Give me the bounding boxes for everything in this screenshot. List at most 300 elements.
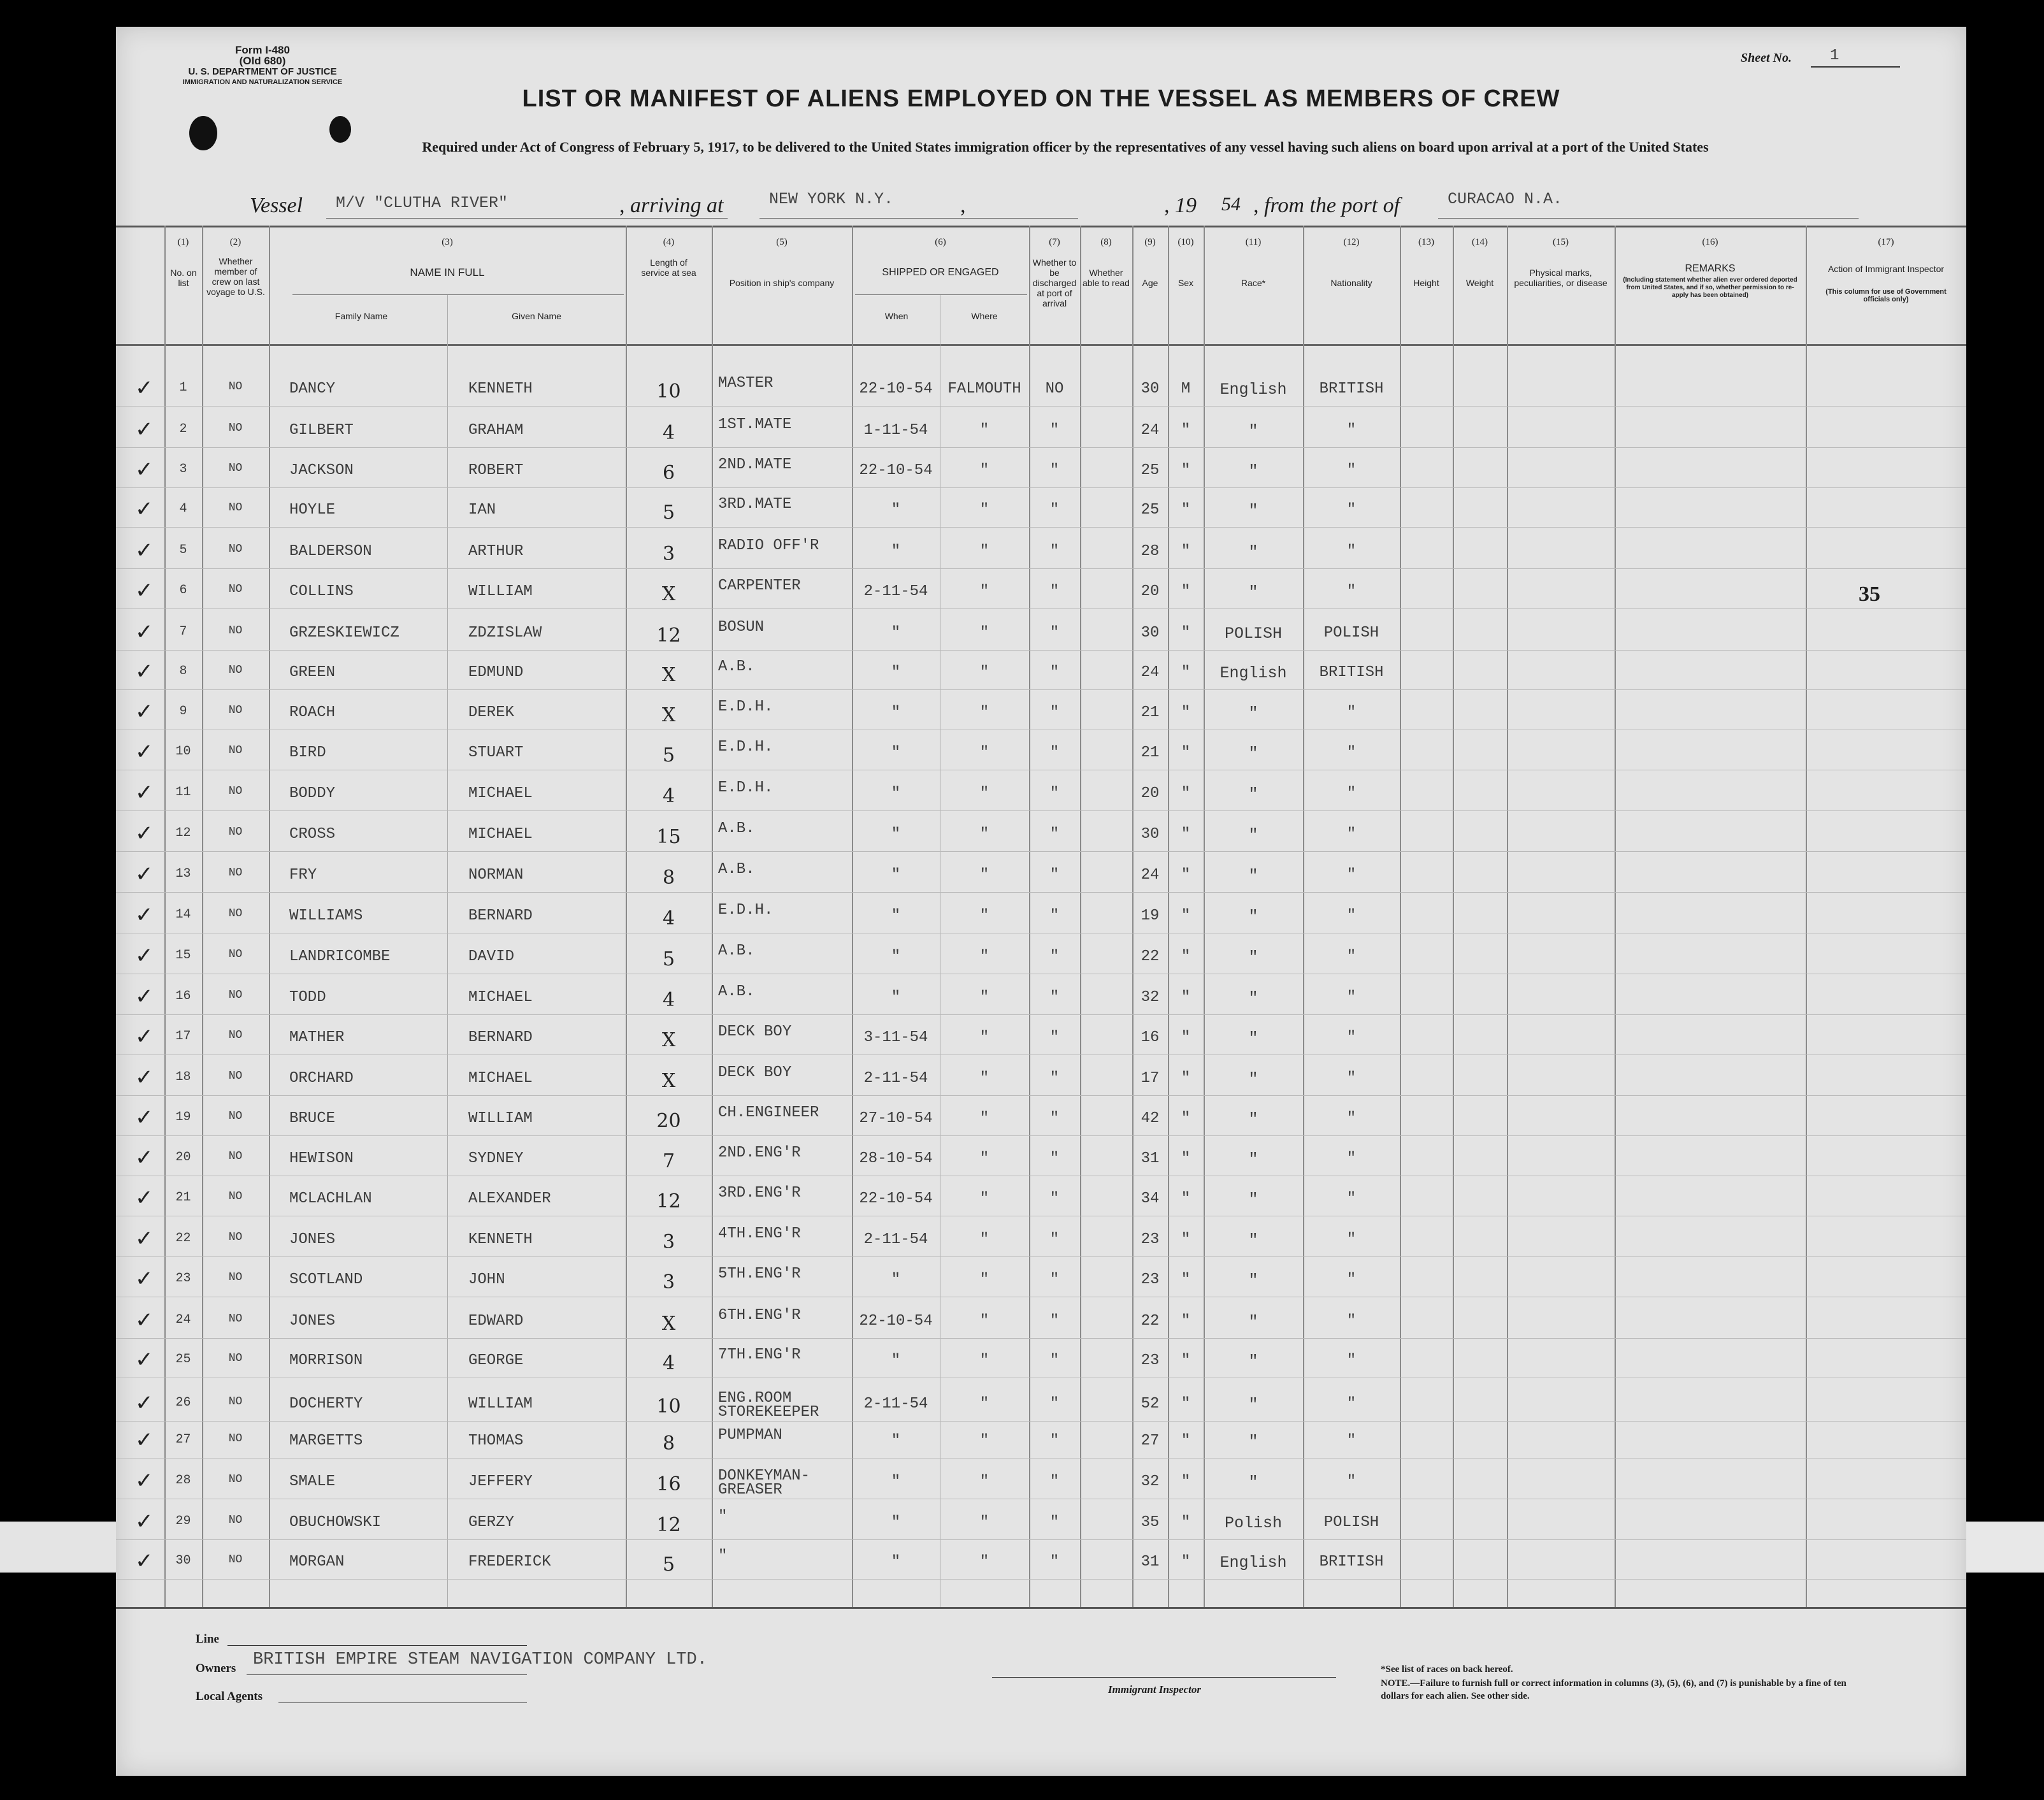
position: BOSUN bbox=[718, 619, 765, 636]
position: E.D.H. bbox=[718, 779, 774, 796]
col-11-header: Race* bbox=[1241, 278, 1266, 288]
row-number: 24 bbox=[175, 1313, 191, 1327]
shipped-when: " bbox=[891, 1271, 901, 1288]
prior-voyage: NO bbox=[228, 501, 243, 514]
service-length: 5 bbox=[662, 1553, 675, 1576]
discharged: " bbox=[1049, 422, 1060, 439]
age: 30 bbox=[1141, 826, 1160, 843]
discharged: " bbox=[1049, 624, 1060, 642]
service-length: 7 bbox=[662, 1150, 675, 1172]
family-name: BIRD bbox=[289, 744, 326, 761]
age: 23 bbox=[1141, 1352, 1160, 1369]
col-8-number: (8) bbox=[1100, 237, 1112, 247]
nationality: " bbox=[1346, 826, 1357, 843]
check-mark-icon: ✓ bbox=[135, 496, 154, 522]
shipped-where: " bbox=[979, 1271, 990, 1288]
race: " bbox=[1248, 422, 1258, 440]
row-rule bbox=[116, 1135, 1966, 1136]
position: 2ND.MATE bbox=[718, 456, 792, 473]
family-name: LANDRICOMBE bbox=[289, 948, 391, 965]
row-rule bbox=[116, 892, 1966, 893]
discharged: " bbox=[1049, 948, 1060, 965]
age: 22 bbox=[1141, 948, 1160, 965]
sex: " bbox=[1181, 704, 1191, 721]
shipped-where: " bbox=[979, 624, 990, 642]
row-number: 6 bbox=[179, 583, 187, 598]
position: 3RD.ENG'R bbox=[718, 1184, 801, 1202]
check-mark-icon: ✓ bbox=[135, 699, 154, 724]
age: 20 bbox=[1141, 785, 1160, 802]
form-old-number: (Old 680) bbox=[239, 55, 286, 67]
shipped-when: 22-10-54 bbox=[859, 462, 933, 479]
family-name: GREEN bbox=[289, 664, 336, 681]
check-mark-icon: ✓ bbox=[135, 1307, 154, 1333]
shipped-when: " bbox=[891, 1432, 901, 1450]
shipped-where: " bbox=[979, 826, 990, 843]
family-name: SCOTLAND bbox=[289, 1271, 363, 1288]
given-name: EDWARD bbox=[468, 1313, 524, 1330]
race: English bbox=[1220, 1553, 1287, 1572]
shipped-where: " bbox=[979, 1313, 990, 1330]
position: A.B. bbox=[718, 820, 755, 837]
race: " bbox=[1248, 1271, 1258, 1290]
row-rule bbox=[116, 447, 1966, 448]
row-number: 1 bbox=[179, 380, 187, 395]
nationality: " bbox=[1346, 422, 1357, 439]
service-length: X bbox=[661, 1070, 676, 1092]
form-department: U. S. DEPARTMENT OF JUSTICE bbox=[188, 66, 337, 77]
service-length: 12 bbox=[656, 624, 681, 647]
race: " bbox=[1248, 583, 1258, 601]
position: MASTER bbox=[718, 375, 774, 392]
check-mark-icon: ✓ bbox=[135, 1145, 154, 1170]
nationality: POLISH bbox=[1323, 624, 1379, 642]
age: 17 bbox=[1141, 1070, 1160, 1087]
row-number: 9 bbox=[179, 704, 187, 719]
prior-voyage: NO bbox=[228, 1190, 243, 1203]
given-name: EDMUND bbox=[468, 664, 524, 681]
prior-voyage: NO bbox=[228, 624, 243, 637]
col-15-number: (15) bbox=[1553, 237, 1569, 247]
col-16-number: (16) bbox=[1702, 237, 1718, 247]
position: DONKEYMAN-GREASER bbox=[718, 1467, 810, 1499]
given-name: WILLIAM bbox=[468, 583, 533, 600]
row-number: 28 bbox=[175, 1473, 191, 1488]
line-underline bbox=[227, 1645, 527, 1646]
prior-voyage: NO bbox=[228, 1029, 243, 1042]
position: A.B. bbox=[718, 658, 755, 675]
row-number: 26 bbox=[175, 1395, 191, 1410]
shipped-when: 2-11-54 bbox=[863, 1395, 928, 1413]
service-length: 8 bbox=[662, 867, 675, 889]
family-name: MARGETTS bbox=[289, 1432, 363, 1450]
nationality: " bbox=[1346, 704, 1357, 721]
year-prefix: , 19 bbox=[1164, 194, 1197, 217]
family-name: OBUCHOWSKI bbox=[289, 1514, 382, 1531]
name-subheader-rule bbox=[292, 294, 624, 295]
shipped-where: " bbox=[979, 1190, 990, 1207]
race: " bbox=[1248, 867, 1258, 885]
prior-voyage: NO bbox=[228, 704, 243, 717]
penalty-note: NOTE.—Failure to furnish full or correct information in columns (3), (5), (6), and (7) is punishable by a fine of ten dollars for each alien. See other side. bbox=[1381, 1678, 1846, 1701]
prior-voyage: NO bbox=[228, 1553, 243, 1566]
sex: " bbox=[1181, 1110, 1191, 1127]
race: " bbox=[1248, 1432, 1258, 1451]
service-length: X bbox=[661, 583, 676, 605]
race: " bbox=[1248, 1070, 1258, 1088]
position: 2ND.ENG'R bbox=[718, 1144, 801, 1162]
prior-voyage: NO bbox=[228, 1313, 243, 1325]
nationality: POLISH bbox=[1323, 1514, 1379, 1531]
service-length: 10 bbox=[656, 380, 681, 403]
given-name: SYDNEY bbox=[468, 1150, 524, 1167]
prior-voyage: NO bbox=[228, 1150, 243, 1163]
sex: " bbox=[1181, 1190, 1191, 1207]
service-length: 5 bbox=[662, 501, 675, 524]
service-length: 12 bbox=[656, 1190, 681, 1213]
row-number: 18 bbox=[175, 1070, 191, 1084]
departure-underline bbox=[1438, 218, 1859, 219]
col-17-header: Action of Immigrant Inspector bbox=[1827, 264, 1945, 274]
col-14-header: Weight bbox=[1465, 278, 1494, 288]
local-agents-label: Local Agents bbox=[196, 1690, 263, 1703]
sex: " bbox=[1181, 624, 1191, 642]
sex: " bbox=[1181, 1395, 1191, 1413]
col-3-family-header: Family Name bbox=[335, 311, 388, 321]
prior-voyage: NO bbox=[228, 1395, 243, 1408]
service-length: 4 bbox=[662, 785, 675, 807]
col-7-number: (7) bbox=[1049, 237, 1060, 247]
form-identifier bbox=[180, 45, 345, 88]
col-5-number: (5) bbox=[776, 237, 788, 247]
shipped-when: 2-11-54 bbox=[863, 1070, 928, 1087]
col-14-number: (14) bbox=[1472, 237, 1488, 247]
family-name: MATHER bbox=[289, 1029, 345, 1046]
age: 31 bbox=[1141, 1150, 1160, 1167]
check-mark-icon: ✓ bbox=[135, 739, 154, 765]
discharged: " bbox=[1049, 1514, 1060, 1531]
shipped-when: 22-10-54 bbox=[859, 1190, 933, 1207]
family-name: DOCHERTY bbox=[289, 1395, 363, 1413]
col-13-header: Height bbox=[1413, 278, 1439, 288]
col-3-number: (3) bbox=[442, 237, 453, 247]
row-rule bbox=[116, 650, 1966, 651]
sex: " bbox=[1181, 744, 1191, 761]
sex: " bbox=[1181, 867, 1191, 884]
check-mark-icon: ✓ bbox=[135, 943, 154, 968]
row-number: 22 bbox=[175, 1231, 191, 1246]
col-divider bbox=[269, 226, 270, 1607]
shipped-where: " bbox=[979, 1110, 990, 1127]
service-length: 10 bbox=[656, 1395, 681, 1418]
position: A.B. bbox=[718, 942, 755, 960]
row-rule bbox=[116, 1421, 1966, 1422]
age: 16 bbox=[1141, 1029, 1160, 1046]
discharged: " bbox=[1049, 1190, 1060, 1207]
age: 23 bbox=[1141, 1271, 1160, 1288]
race: English bbox=[1220, 664, 1287, 682]
discharged: " bbox=[1049, 1352, 1060, 1369]
race: " bbox=[1248, 989, 1258, 1007]
row-number: 3 bbox=[179, 462, 187, 477]
check-mark-icon: ✓ bbox=[135, 619, 154, 645]
nationality: " bbox=[1346, 1473, 1357, 1490]
row-rule bbox=[116, 1014, 1966, 1015]
sex: " bbox=[1181, 1150, 1191, 1167]
position: " bbox=[718, 1508, 728, 1525]
nationality: BRITISH bbox=[1319, 380, 1384, 398]
family-name: GILBERT bbox=[289, 422, 354, 439]
sheet-number-value: 1 bbox=[1830, 47, 1839, 64]
row-number: 16 bbox=[175, 989, 191, 1004]
race: POLISH bbox=[1224, 624, 1282, 643]
prior-voyage: NO bbox=[228, 785, 243, 798]
check-mark-icon: ✓ bbox=[135, 902, 154, 928]
sex: " bbox=[1181, 664, 1191, 681]
family-name: MCLACHLAN bbox=[289, 1190, 372, 1207]
shipped-where: " bbox=[979, 785, 990, 802]
page-subtitle: Required under Act of Congress of February 5, 1917, to be delivered to the United States immigration officer by the representatives of any vessel having such aliens on board upon arrival at a port of the United States bbox=[422, 139, 1709, 155]
ink-blot bbox=[189, 116, 217, 150]
row-number: 8 bbox=[179, 664, 187, 679]
service-length: 4 bbox=[662, 422, 675, 444]
race: " bbox=[1248, 744, 1258, 763]
row-number: 20 bbox=[175, 1150, 191, 1165]
given-name: FREDERICK bbox=[468, 1553, 551, 1571]
prior-voyage: NO bbox=[228, 989, 243, 1002]
discharged: " bbox=[1049, 501, 1060, 519]
race: " bbox=[1248, 543, 1258, 561]
nationality: " bbox=[1346, 1395, 1357, 1413]
discharged: " bbox=[1049, 989, 1060, 1006]
race: " bbox=[1248, 1231, 1258, 1249]
arrival-port: NEW YORK N.Y. bbox=[769, 190, 894, 208]
nationality: " bbox=[1346, 1029, 1357, 1046]
age: 35 bbox=[1141, 1514, 1160, 1531]
shipped-where: " bbox=[979, 543, 990, 560]
col-divider bbox=[1615, 226, 1616, 1607]
check-mark-icon: ✓ bbox=[135, 417, 154, 442]
col-16-header: REMARKS bbox=[1685, 263, 1736, 274]
race: " bbox=[1248, 462, 1258, 480]
position: CARPENTER bbox=[718, 577, 801, 594]
shipped-where: " bbox=[979, 422, 990, 439]
discharged: " bbox=[1049, 1313, 1060, 1330]
position: E.D.H. bbox=[718, 698, 774, 716]
race: " bbox=[1248, 826, 1258, 844]
age: 22 bbox=[1141, 1313, 1160, 1330]
given-name: DAVID bbox=[468, 948, 515, 965]
col-1-number: (1) bbox=[177, 237, 189, 247]
sheet-number-label: Sheet No. bbox=[1741, 51, 1792, 65]
col-6-number: (6) bbox=[935, 237, 946, 247]
discharged: NO bbox=[1045, 380, 1064, 398]
row-number: 12 bbox=[175, 826, 191, 840]
discharged: " bbox=[1049, 704, 1060, 721]
family-name: BODDY bbox=[289, 785, 336, 802]
family-name: HOYLE bbox=[289, 501, 336, 519]
row-number: 15 bbox=[175, 948, 191, 963]
shipped-when: " bbox=[891, 1553, 901, 1571]
race: Polish bbox=[1224, 1514, 1282, 1532]
row-rule bbox=[116, 851, 1966, 852]
position: E.D.H. bbox=[718, 738, 774, 756]
service-length: 3 bbox=[662, 543, 675, 565]
prior-voyage: NO bbox=[228, 907, 243, 920]
form-number: Form I-480 bbox=[235, 44, 290, 56]
vessel-label: Vessel bbox=[250, 194, 303, 217]
row-rule bbox=[116, 568, 1966, 569]
service-length: 12 bbox=[656, 1514, 681, 1536]
nationality: " bbox=[1346, 462, 1357, 479]
shipped-where: " bbox=[979, 1231, 990, 1248]
shipped-where: " bbox=[979, 1432, 990, 1450]
discharged: " bbox=[1049, 907, 1060, 925]
given-name: JEFFERY bbox=[468, 1473, 533, 1490]
race: " bbox=[1248, 1313, 1258, 1331]
shipped-when: " bbox=[891, 624, 901, 642]
sex: " bbox=[1181, 422, 1191, 439]
race: " bbox=[1248, 1029, 1258, 1048]
race: " bbox=[1248, 1352, 1258, 1371]
sex: " bbox=[1181, 501, 1191, 519]
service-length: X bbox=[661, 1313, 676, 1335]
given-name: BERNARD bbox=[468, 1029, 533, 1046]
sex: " bbox=[1181, 1514, 1191, 1531]
row-rule bbox=[116, 810, 1966, 811]
arriving-label: , arriving at bbox=[619, 194, 724, 217]
col-11-number: (11) bbox=[1245, 237, 1262, 247]
position: PUMPMAN bbox=[718, 1427, 782, 1444]
position: A.B. bbox=[718, 861, 755, 878]
prior-voyage: NO bbox=[228, 826, 243, 839]
row-number: 23 bbox=[175, 1271, 191, 1286]
service-length: X bbox=[661, 704, 676, 726]
service-length: 6 bbox=[662, 462, 675, 484]
age: 19 bbox=[1141, 907, 1160, 925]
check-mark-icon: ✓ bbox=[135, 457, 154, 482]
col-6-header: SHIPPED OR ENGAGED bbox=[882, 267, 999, 278]
given-name: ARTHUR bbox=[468, 543, 524, 560]
position: ENG.ROOM STOREKEEPER bbox=[718, 1390, 819, 1421]
age: 30 bbox=[1141, 380, 1160, 398]
col-2-header: Whether member of crew on last voyage to U.S. bbox=[206, 256, 265, 297]
age: 31 bbox=[1141, 1553, 1160, 1571]
discharged: " bbox=[1049, 867, 1060, 884]
family-name: MORGAN bbox=[289, 1553, 345, 1571]
given-name: KENNETH bbox=[468, 380, 533, 398]
shipped-when: " bbox=[891, 1473, 901, 1490]
position: 1ST.MATE bbox=[718, 416, 792, 433]
position: 4TH.ENG'R bbox=[718, 1225, 801, 1242]
given-name: ROBERT bbox=[468, 462, 524, 479]
shipped-where: FALMOUTH bbox=[947, 380, 1021, 398]
check-mark-icon: ✓ bbox=[135, 1468, 154, 1494]
sex: " bbox=[1181, 1271, 1191, 1288]
check-mark-icon: ✓ bbox=[135, 984, 154, 1009]
prior-voyage: NO bbox=[228, 1271, 243, 1284]
family-name: BALDERSON bbox=[289, 543, 372, 560]
nationality: BRITISH bbox=[1319, 1553, 1384, 1571]
shipped-when: " bbox=[891, 948, 901, 965]
race-note: *See list of races on back hereof. bbox=[1381, 1664, 1513, 1674]
position: RADIO OFF'R bbox=[718, 537, 819, 554]
scan-edge-right bbox=[1962, 1522, 2044, 1573]
sex: " bbox=[1181, 1352, 1191, 1369]
check-mark-icon: ✓ bbox=[135, 659, 154, 684]
shipped-subheader-rule bbox=[855, 294, 1027, 295]
nationality: " bbox=[1346, 1190, 1357, 1207]
discharged: " bbox=[1049, 1271, 1060, 1288]
shipped-where: " bbox=[979, 583, 990, 600]
nationality: " bbox=[1346, 907, 1357, 925]
col-divider bbox=[1806, 226, 1807, 1607]
col-divider bbox=[1080, 226, 1081, 1607]
family-name: COLLINS bbox=[289, 583, 354, 600]
shipped-when: " bbox=[891, 989, 901, 1006]
table-top-border bbox=[116, 226, 1966, 227]
sex: " bbox=[1181, 1231, 1191, 1248]
nationality: " bbox=[1346, 1271, 1357, 1288]
position: 5TH.ENG'R bbox=[718, 1265, 801, 1283]
nationality: " bbox=[1346, 1352, 1357, 1369]
race: " bbox=[1248, 1190, 1258, 1209]
sex: M bbox=[1181, 380, 1191, 398]
prior-voyage: NO bbox=[228, 583, 243, 596]
given-name: IAN bbox=[468, 501, 496, 519]
given-name: DEREK bbox=[468, 704, 515, 721]
shipped-where: " bbox=[979, 1070, 990, 1087]
shipped-when: 2-11-54 bbox=[863, 583, 928, 600]
given-name: KENNETH bbox=[468, 1231, 533, 1248]
age: 32 bbox=[1141, 989, 1160, 1006]
manifest-sheet bbox=[116, 27, 1966, 1776]
line-label: Line bbox=[196, 1632, 219, 1646]
row-rule bbox=[116, 1338, 1966, 1339]
row-rule bbox=[116, 406, 1966, 407]
shipped-when: " bbox=[891, 1514, 901, 1531]
shipped-when: 28-10-54 bbox=[859, 1150, 933, 1167]
from-port-label: , from the port of bbox=[1253, 194, 1400, 217]
shipped-where: " bbox=[979, 907, 990, 925]
col-9-number: (9) bbox=[1144, 237, 1156, 247]
prior-voyage: NO bbox=[228, 1231, 243, 1244]
col-10-header: Sex bbox=[1177, 278, 1194, 288]
shipped-when: " bbox=[891, 785, 901, 802]
service-length: 20 bbox=[656, 1110, 681, 1132]
col-2-number: (2) bbox=[229, 237, 241, 247]
check-mark-icon: ✓ bbox=[135, 1347, 154, 1372]
shipped-when: 1-11-54 bbox=[863, 422, 928, 439]
age: 52 bbox=[1141, 1395, 1160, 1413]
nationality: " bbox=[1346, 1150, 1357, 1167]
form-service: IMMIGRATION AND NATURALIZATION SERVICE bbox=[182, 78, 343, 86]
family-name: FRY bbox=[289, 867, 317, 884]
col-15-header: Physical marks, peculiarities, or disease bbox=[1514, 268, 1608, 288]
nationality: " bbox=[1346, 785, 1357, 802]
family-name: DANCY bbox=[289, 380, 336, 398]
shipped-where: " bbox=[979, 989, 990, 1006]
check-mark-icon: ✓ bbox=[135, 1105, 154, 1130]
family-name: GRZESKIEWICZ bbox=[289, 624, 399, 642]
row-rule bbox=[116, 608, 1966, 609]
shipped-where: " bbox=[979, 867, 990, 884]
family-name: JACKSON bbox=[289, 462, 354, 479]
discharged: " bbox=[1049, 1110, 1060, 1127]
row-number: 17 bbox=[175, 1029, 191, 1044]
race: " bbox=[1248, 704, 1258, 723]
age: 20 bbox=[1141, 583, 1160, 600]
